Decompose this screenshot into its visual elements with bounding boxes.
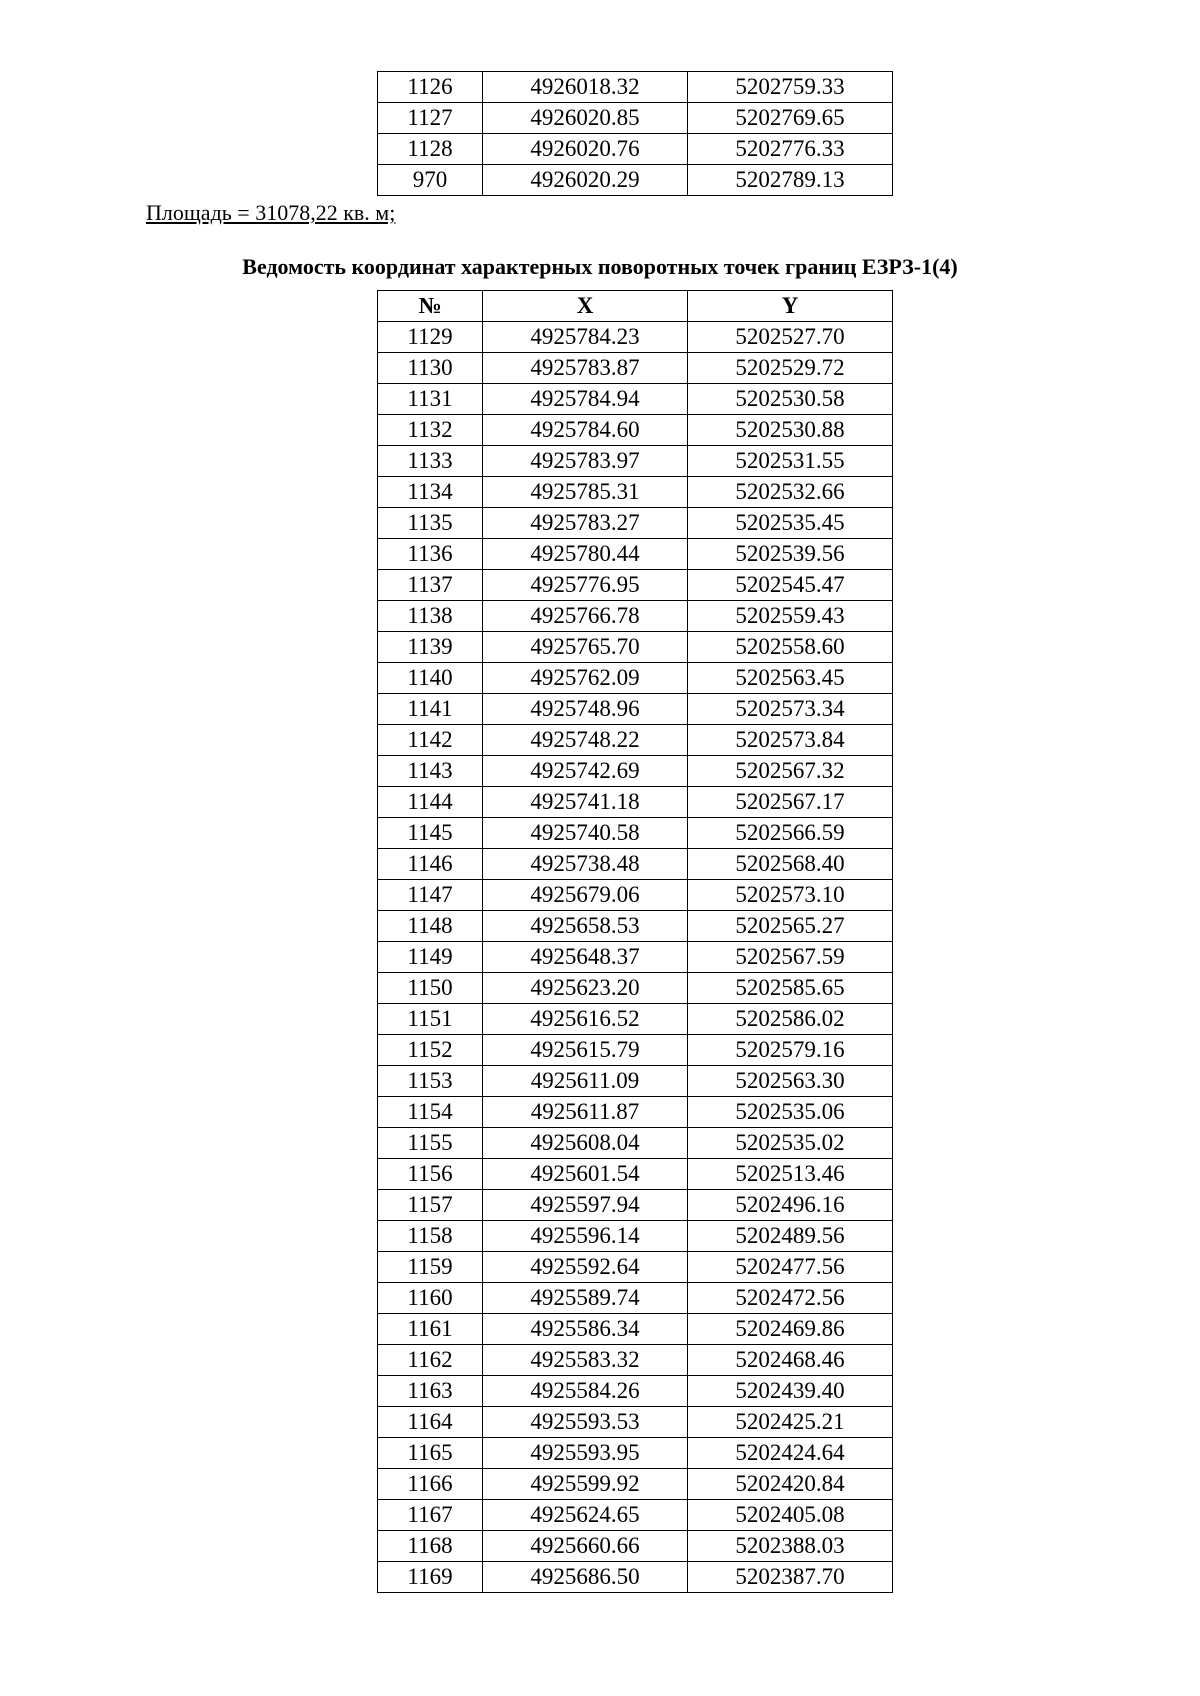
x-coordinate-cell: 4926020.29 bbox=[483, 165, 688, 196]
x-coordinate-cell: 4925748.96 bbox=[483, 694, 688, 725]
table-row bbox=[378, 570, 893, 601]
point-number-cell: 1141 bbox=[378, 694, 483, 725]
y-coordinate-cell: 5202567.59 bbox=[688, 942, 893, 973]
point-number-cell: 1168 bbox=[378, 1531, 483, 1562]
table-row bbox=[378, 1345, 893, 1376]
table-row bbox=[378, 756, 893, 787]
x-coordinate-cell: 4925601.54 bbox=[483, 1159, 688, 1190]
y-coordinate-cell: 5202535.45 bbox=[688, 508, 893, 539]
table-row bbox=[378, 632, 893, 663]
coordinates-table bbox=[377, 290, 893, 1593]
point-number-cell: 1127 bbox=[378, 103, 483, 134]
x-coordinate-cell: 4925597.94 bbox=[483, 1190, 688, 1221]
y-coordinate-cell: 5202545.47 bbox=[688, 570, 893, 601]
y-coordinate-cell: 5202567.32 bbox=[688, 756, 893, 787]
coordinates-table-continued bbox=[377, 71, 893, 196]
table-row bbox=[378, 1221, 893, 1252]
x-coordinate-cell: 4925784.94 bbox=[483, 384, 688, 415]
x-coordinate-cell: 4925785.31 bbox=[483, 477, 688, 508]
table-row bbox=[378, 818, 893, 849]
y-coordinate-cell: 5202535.02 bbox=[688, 1128, 893, 1159]
y-coordinate-cell: 5202769.65 bbox=[688, 103, 893, 134]
y-coordinate-cell: 5202567.17 bbox=[688, 787, 893, 818]
table-row bbox=[378, 1097, 893, 1128]
y-coordinate-cell: 5202776.33 bbox=[688, 134, 893, 165]
table-row bbox=[378, 1159, 893, 1190]
y-coordinate-cell: 5202529.72 bbox=[688, 353, 893, 384]
table-row bbox=[378, 911, 893, 942]
point-number-cell: 1129 bbox=[378, 322, 483, 353]
table-row bbox=[378, 1252, 893, 1283]
table-row bbox=[378, 353, 893, 384]
point-number-cell: 1137 bbox=[378, 570, 483, 601]
x-coordinate-cell: 4925748.22 bbox=[483, 725, 688, 756]
y-coordinate-cell: 5202759.33 bbox=[688, 72, 893, 103]
y-coordinate-cell: 5202573.84 bbox=[688, 725, 893, 756]
table-row bbox=[378, 1066, 893, 1097]
x-coordinate-cell: 4925783.87 bbox=[483, 353, 688, 384]
x-coordinate-cell: 4926020.85 bbox=[483, 103, 688, 134]
table-row bbox=[378, 1407, 893, 1438]
x-coordinate-cell: 4925765.70 bbox=[483, 632, 688, 663]
point-number-cell: 1165 bbox=[378, 1438, 483, 1469]
point-number-cell: 1136 bbox=[378, 539, 483, 570]
y-coordinate-cell: 5202579.16 bbox=[688, 1035, 893, 1066]
point-number-cell: 1146 bbox=[378, 849, 483, 880]
x-coordinate-cell: 4926020.76 bbox=[483, 134, 688, 165]
table-row bbox=[378, 1128, 893, 1159]
point-number-cell: 1143 bbox=[378, 756, 483, 787]
table-row bbox=[378, 1004, 893, 1035]
coordinates-table-continued-body bbox=[378, 72, 893, 196]
point-number-cell: 1164 bbox=[378, 1407, 483, 1438]
point-number-cell: 1158 bbox=[378, 1221, 483, 1252]
table-row bbox=[378, 1469, 893, 1500]
y-coordinate-cell: 5202563.45 bbox=[688, 663, 893, 694]
y-coordinate-cell: 5202586.02 bbox=[688, 1004, 893, 1035]
point-number-cell: 1160 bbox=[378, 1283, 483, 1314]
header-y: Y bbox=[688, 291, 893, 322]
point-number-cell: 1138 bbox=[378, 601, 483, 632]
y-coordinate-cell: 5202565.27 bbox=[688, 911, 893, 942]
table-row bbox=[378, 694, 893, 725]
point-number-cell: 1133 bbox=[378, 446, 483, 477]
table-row bbox=[378, 72, 893, 103]
y-coordinate-cell: 5202489.56 bbox=[688, 1221, 893, 1252]
y-coordinate-cell: 5202424.64 bbox=[688, 1438, 893, 1469]
y-coordinate-cell: 5202535.06 bbox=[688, 1097, 893, 1128]
point-number-cell: 1132 bbox=[378, 415, 483, 446]
y-coordinate-cell: 5202789.13 bbox=[688, 165, 893, 196]
y-coordinate-cell: 5202388.03 bbox=[688, 1531, 893, 1562]
point-number-cell: 1126 bbox=[378, 72, 483, 103]
x-coordinate-cell: 4925742.69 bbox=[483, 756, 688, 787]
x-coordinate-cell: 4925611.87 bbox=[483, 1097, 688, 1128]
point-number-cell: 1153 bbox=[378, 1066, 483, 1097]
table-row bbox=[378, 880, 893, 911]
x-coordinate-cell: 4925592.64 bbox=[483, 1252, 688, 1283]
point-number-cell: 1159 bbox=[378, 1252, 483, 1283]
point-number-cell: 1166 bbox=[378, 1469, 483, 1500]
table-row bbox=[378, 134, 893, 165]
x-coordinate-cell: 4925584.26 bbox=[483, 1376, 688, 1407]
header-row bbox=[378, 291, 893, 322]
area-statement: Площадь = 31078,22 кв. м; bbox=[146, 200, 396, 225]
x-coordinate-cell: 4925738.48 bbox=[483, 849, 688, 880]
point-number-cell: 1155 bbox=[378, 1128, 483, 1159]
point-number-cell: 970 bbox=[378, 165, 483, 196]
point-number-cell: 1148 bbox=[378, 911, 483, 942]
y-coordinate-cell: 5202513.46 bbox=[688, 1159, 893, 1190]
point-number-cell: 1163 bbox=[378, 1376, 483, 1407]
section-title: Ведомость координат характерных поворотных точек границ ЕЗРЗ-1(4) bbox=[242, 254, 958, 279]
table-row bbox=[378, 477, 893, 508]
table-row bbox=[378, 165, 893, 196]
y-coordinate-cell: 5202387.70 bbox=[688, 1562, 893, 1593]
point-number-cell: 1152 bbox=[378, 1035, 483, 1066]
point-number-cell: 1156 bbox=[378, 1159, 483, 1190]
point-number-cell: 1149 bbox=[378, 942, 483, 973]
table-row bbox=[378, 322, 893, 353]
y-coordinate-cell: 5202539.56 bbox=[688, 539, 893, 570]
point-number-cell: 1130 bbox=[378, 353, 483, 384]
point-number-cell: 1147 bbox=[378, 880, 483, 911]
y-coordinate-cell: 5202530.88 bbox=[688, 415, 893, 446]
x-coordinate-cell: 4925589.74 bbox=[483, 1283, 688, 1314]
x-coordinate-cell: 4925783.97 bbox=[483, 446, 688, 477]
x-coordinate-cell: 4925611.09 bbox=[483, 1066, 688, 1097]
point-number-cell: 1144 bbox=[378, 787, 483, 818]
coordinates-table-header bbox=[378, 291, 893, 322]
table-row bbox=[378, 1562, 893, 1593]
table-row bbox=[378, 1376, 893, 1407]
header-x: X bbox=[483, 291, 688, 322]
coordinates-table-body bbox=[378, 322, 893, 1593]
x-coordinate-cell: 4925624.65 bbox=[483, 1500, 688, 1531]
y-coordinate-cell: 5202573.10 bbox=[688, 880, 893, 911]
x-coordinate-cell: 4925583.32 bbox=[483, 1345, 688, 1376]
x-coordinate-cell: 4925766.78 bbox=[483, 601, 688, 632]
header-number: № bbox=[378, 291, 483, 322]
x-coordinate-cell: 4925776.95 bbox=[483, 570, 688, 601]
y-coordinate-cell: 5202425.21 bbox=[688, 1407, 893, 1438]
x-coordinate-cell: 4925762.09 bbox=[483, 663, 688, 694]
y-coordinate-cell: 5202530.58 bbox=[688, 384, 893, 415]
x-coordinate-cell: 4925741.18 bbox=[483, 787, 688, 818]
x-coordinate-cell: 4925784.60 bbox=[483, 415, 688, 446]
point-number-cell: 1167 bbox=[378, 1500, 483, 1531]
x-coordinate-cell: 4925784.23 bbox=[483, 322, 688, 353]
y-coordinate-cell: 5202585.65 bbox=[688, 973, 893, 1004]
point-number-cell: 1134 bbox=[378, 477, 483, 508]
x-coordinate-cell: 4925615.79 bbox=[483, 1035, 688, 1066]
x-coordinate-cell: 4925616.52 bbox=[483, 1004, 688, 1035]
y-coordinate-cell: 5202531.55 bbox=[688, 446, 893, 477]
table-row bbox=[378, 415, 893, 446]
table-row bbox=[378, 508, 893, 539]
point-number-cell: 1142 bbox=[378, 725, 483, 756]
y-coordinate-cell: 5202559.43 bbox=[688, 601, 893, 632]
table-row bbox=[378, 663, 893, 694]
point-number-cell: 1154 bbox=[378, 1097, 483, 1128]
y-coordinate-cell: 5202468.46 bbox=[688, 1345, 893, 1376]
table-row bbox=[378, 1283, 893, 1314]
y-coordinate-cell: 5202573.34 bbox=[688, 694, 893, 725]
x-coordinate-cell: 4925599.92 bbox=[483, 1469, 688, 1500]
y-coordinate-cell: 5202477.56 bbox=[688, 1252, 893, 1283]
table-row bbox=[378, 103, 893, 134]
x-coordinate-cell: 4925679.06 bbox=[483, 880, 688, 911]
x-coordinate-cell: 4925593.95 bbox=[483, 1438, 688, 1469]
table-row bbox=[378, 1531, 893, 1562]
y-coordinate-cell: 5202563.30 bbox=[688, 1066, 893, 1097]
x-coordinate-cell: 4925783.27 bbox=[483, 508, 688, 539]
table-row bbox=[378, 849, 893, 880]
y-coordinate-cell: 5202420.84 bbox=[688, 1469, 893, 1500]
x-coordinate-cell: 4925586.34 bbox=[483, 1314, 688, 1345]
point-number-cell: 1139 bbox=[378, 632, 483, 663]
y-coordinate-cell: 5202568.40 bbox=[688, 849, 893, 880]
point-number-cell: 1161 bbox=[378, 1314, 483, 1345]
x-coordinate-cell: 4925593.53 bbox=[483, 1407, 688, 1438]
table-row bbox=[378, 725, 893, 756]
table-row bbox=[378, 384, 893, 415]
point-number-cell: 1131 bbox=[378, 384, 483, 415]
x-coordinate-cell: 4925780.44 bbox=[483, 539, 688, 570]
table-row bbox=[378, 1190, 893, 1221]
point-number-cell: 1128 bbox=[378, 134, 483, 165]
table-row bbox=[378, 1500, 893, 1531]
point-number-cell: 1157 bbox=[378, 1190, 483, 1221]
x-coordinate-cell: 4926018.32 bbox=[483, 72, 688, 103]
x-coordinate-cell: 4925623.20 bbox=[483, 973, 688, 1004]
point-number-cell: 1145 bbox=[378, 818, 483, 849]
y-coordinate-cell: 5202532.66 bbox=[688, 477, 893, 508]
x-coordinate-cell: 4925658.53 bbox=[483, 911, 688, 942]
y-coordinate-cell: 5202527.70 bbox=[688, 322, 893, 353]
table-row bbox=[378, 942, 893, 973]
table-row bbox=[378, 973, 893, 1004]
table-row bbox=[378, 601, 893, 632]
y-coordinate-cell: 5202558.60 bbox=[688, 632, 893, 663]
point-number-cell: 1151 bbox=[378, 1004, 483, 1035]
x-coordinate-cell: 4925596.14 bbox=[483, 1221, 688, 1252]
point-number-cell: 1169 bbox=[378, 1562, 483, 1593]
table-row bbox=[378, 1314, 893, 1345]
point-number-cell: 1150 bbox=[378, 973, 483, 1004]
x-coordinate-cell: 4925740.58 bbox=[483, 818, 688, 849]
x-coordinate-cell: 4925660.66 bbox=[483, 1531, 688, 1562]
x-coordinate-cell: 4925608.04 bbox=[483, 1128, 688, 1159]
x-coordinate-cell: 4925686.50 bbox=[483, 1562, 688, 1593]
y-coordinate-cell: 5202405.08 bbox=[688, 1500, 893, 1531]
y-coordinate-cell: 5202496.16 bbox=[688, 1190, 893, 1221]
point-number-cell: 1162 bbox=[378, 1345, 483, 1376]
table-row bbox=[378, 787, 893, 818]
table-row bbox=[378, 539, 893, 570]
table-row bbox=[378, 446, 893, 477]
y-coordinate-cell: 5202439.40 bbox=[688, 1376, 893, 1407]
table-row bbox=[378, 1438, 893, 1469]
y-coordinate-cell: 5202566.59 bbox=[688, 818, 893, 849]
point-number-cell: 1140 bbox=[378, 663, 483, 694]
y-coordinate-cell: 5202469.86 bbox=[688, 1314, 893, 1345]
x-coordinate-cell: 4925648.37 bbox=[483, 942, 688, 973]
table-row bbox=[378, 1035, 893, 1066]
y-coordinate-cell: 5202472.56 bbox=[688, 1283, 893, 1314]
point-number-cell: 1135 bbox=[378, 508, 483, 539]
